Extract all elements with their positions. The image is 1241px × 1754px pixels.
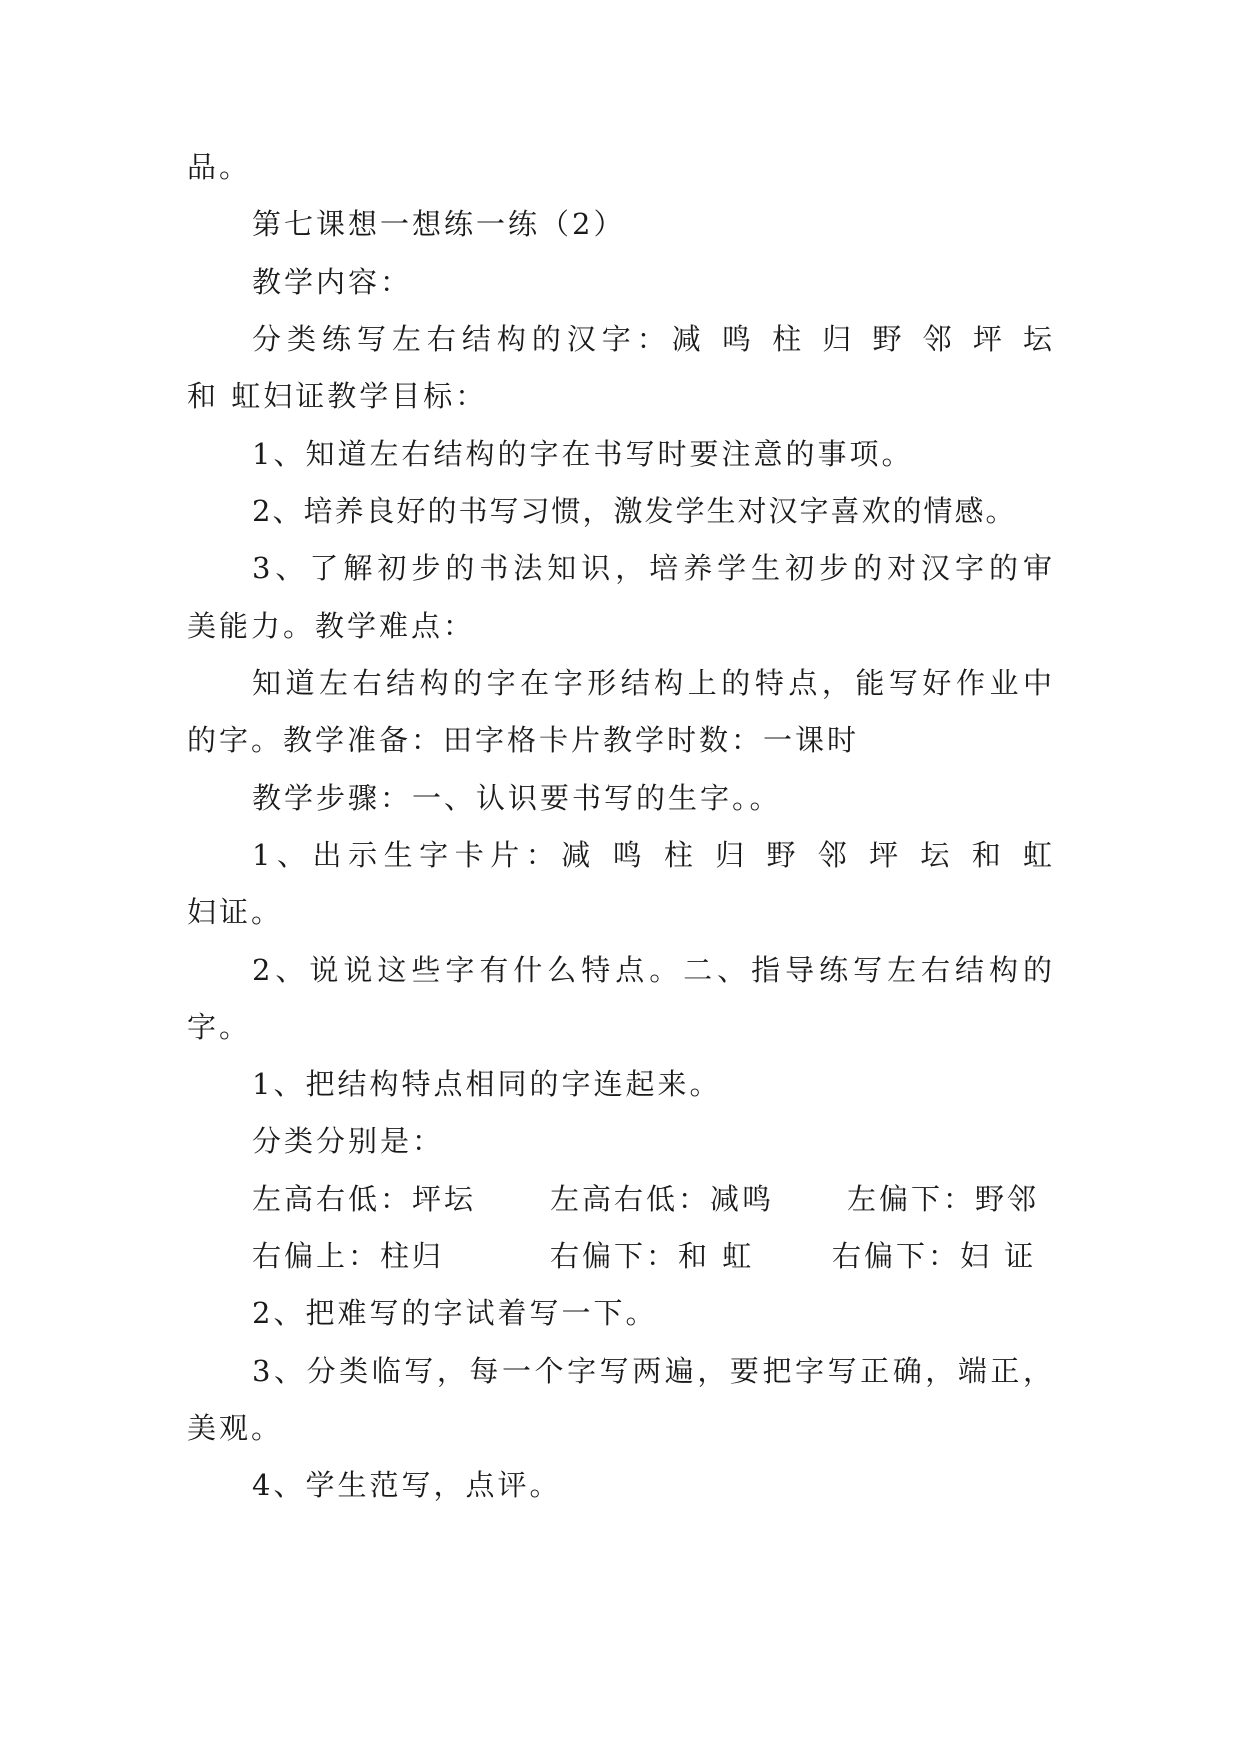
list-item: 2、说说这些字有什么特点。二、指导练写左右结构的: [252, 953, 1052, 987]
classification-row: [252, 1179, 1052, 1219]
list-item: 3、了解初步的书法知识，培养学生初步的对汉字的审: [252, 551, 1052, 585]
paragraph-line: 美观。: [187, 1411, 284, 1445]
paragraph-line: 分类分别是：: [252, 1124, 445, 1158]
paragraph-line: 妇证。: [187, 895, 284, 929]
list-item: 3、分类临写，每一个字写两遍，要把字写正确，端正，: [252, 1354, 1052, 1388]
classification-cell: 左高右低：减鸣: [550, 1182, 775, 1216]
list-item: 4、学生范写，点评。: [252, 1468, 562, 1502]
classification-cell: 左偏下：野邻: [847, 1182, 1040, 1216]
list-item: 2、把难写的字试着写一下。: [252, 1296, 658, 1330]
paragraph-line: 分类练写左右结构的汉字：减 鸣 柱 归 野 邻 坪 坛: [252, 322, 1052, 356]
paragraph-line: 美能力。教学难点：: [187, 609, 476, 643]
section-heading: 教学内容：: [252, 265, 413, 299]
list-item: 1、出示生字卡片：减 鸣 柱 归 野 邻 坪 坛 和 虹: [252, 838, 1052, 872]
paragraph-line: 知道左右结构的字在字形结构上的特点，能写好作业中: [252, 666, 1052, 700]
paragraph-line: 字。: [187, 1010, 252, 1044]
list-item: 2、培养良好的书写习惯，激发学生对汉字喜欢的情感。: [252, 494, 1017, 528]
lesson-title: 第七课想一想练一练（2）: [252, 207, 626, 241]
paragraph-line: 的字。教学准备：田字格卡片教学时数：一课时: [187, 723, 860, 757]
paragraph-line: 和 虹妇证教学目标：: [187, 379, 488, 413]
paragraph-line: 品。: [187, 150, 252, 184]
classification-cell: 右偏上：柱归: [252, 1239, 445, 1273]
list-item: 1、把结构特点相同的字连起来。: [252, 1067, 722, 1101]
classification-cell: 左高右低：坪坛: [252, 1182, 477, 1216]
classification-row: [252, 1236, 1052, 1276]
paragraph-line: 教学步骤：一、认识要书写的生字。。: [252, 781, 782, 815]
classification-cell: 右偏下：和 虹: [550, 1239, 755, 1273]
list-item: 1、知道左右结构的字在书写时要注意的事项。: [252, 437, 914, 471]
classification-cell: 右偏下：妇 证: [832, 1239, 1037, 1273]
